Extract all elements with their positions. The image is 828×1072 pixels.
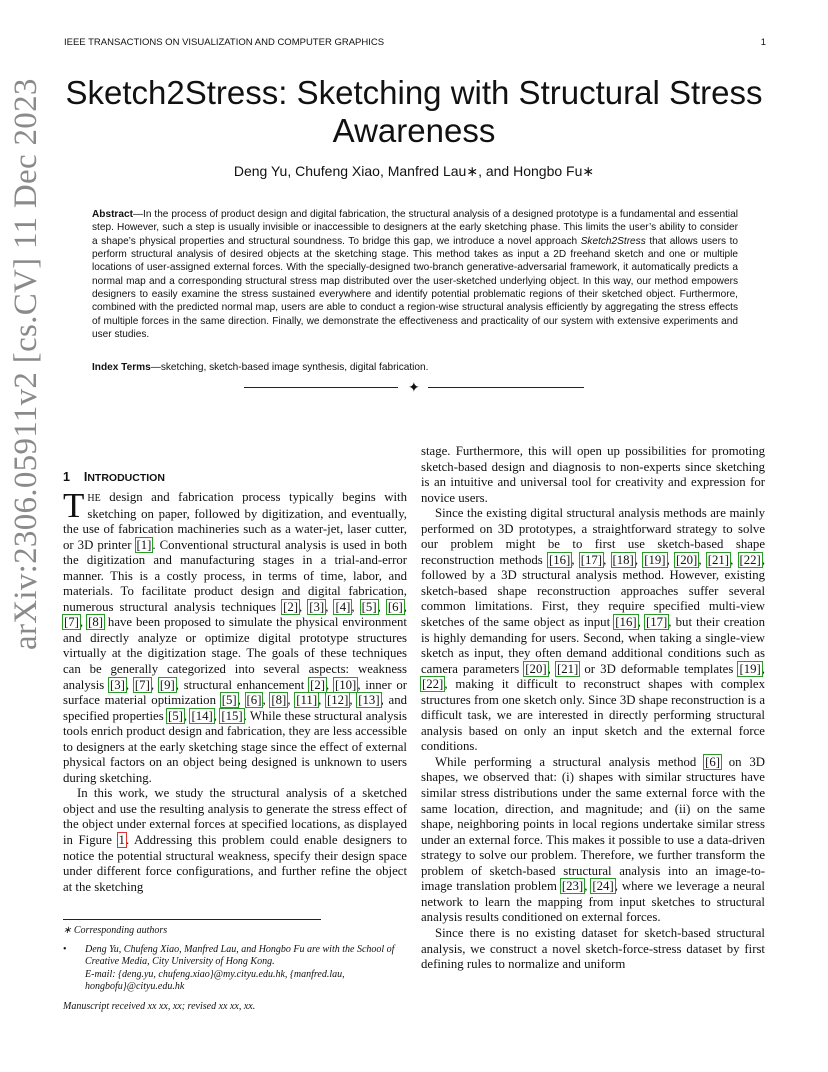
index-terms	[92, 362, 738, 373]
citation-link[interactable]: [3]	[110, 677, 125, 692]
separator-diamond-icon: ✦	[408, 379, 420, 395]
text-run: . Addressing this problem could enable designers to notice the potential structural weakness, specify their design space under different force configurations, and further refine the object at the sketching	[63, 833, 407, 894]
section-number: 1	[63, 470, 70, 484]
text-run: , and specified properties	[63, 693, 407, 723]
author-list: Deng Yu, Chufeng Xiao, Manfred Lau∗, and Hongbo Fu∗	[233, 163, 595, 179]
abstract-text-cont: that allows users to perform structural analysis of desired objects at the sketching stage. This method takes as input a 2D freehand sketch and one or multiple locations of user-assigned external forces. With the specially-designed two-branch generative-adversarial framework, it automatically predicts a normal map and a corresponding structural stress map distributed over the user-sketched underlying object. In this way, our method empowers designers to easily examine the stress sustained everywhere and identify potential problematic regions of their sketched object. Furthermore, combined with the predicted normal map, users are able to conduct a region-wise structural analysis efficiently by aggregating the stress effects of multiple forces in the same direction. Finally, we demonstrate the effectiveness and practicality of our system with extensive experiments and user studies.	[92, 235, 738, 341]
email-text: E-mail: {deng.yu, chufeng.xiao}@my.cityu.edu.hk, {manfred.lau, hongbofu}@cityu.edu.hk	[85, 968, 345, 992]
citation-link[interactable]: [16]	[615, 615, 637, 630]
citation-link[interactable]: [24]	[592, 879, 614, 894]
text-run: , structural enhancement	[175, 677, 310, 692]
citation-link[interactable]: [7]	[64, 615, 79, 630]
citation-link[interactable]: [20]	[525, 661, 547, 676]
citation-link[interactable]: [13]	[358, 693, 380, 708]
citation-link[interactable]: [22]	[422, 677, 444, 692]
citation-link[interactable]: [2]	[283, 599, 298, 614]
text-run: . While these structural analysis tools enrich product design and fabrication, they are less accessible to designers at the early sketching stage since the effect of external physical factors on an object being designed is unknown to users during sketching.	[63, 708, 407, 785]
method-name: Sketch2Stress	[580, 235, 646, 247]
text-run: , followed by a 3D structural analysis method. However, existing sketch-based shape reconstruction approaches suffer several common limitations. First, they require specified multi-view sketches of the same object as input	[421, 552, 766, 630]
right-column	[421, 444, 765, 973]
running-header	[64, 37, 764, 48]
section-title-initial: I	[83, 470, 88, 484]
text-run: Since the existing digital structural analysis methods are mainly performed on 3D prototypes, a straightforward strategy to solve our problem might be to first use sketch-based shape reconstruction methods	[421, 506, 765, 567]
abstract	[92, 208, 738, 341]
right-paragraph-1: stage. Furthermore, this will open up possibilities for promoting sketch-based design and diagnosis to non-experts since sketching is an intuitive and universal tool for creativity and expression for novice users.	[421, 444, 765, 505]
text-run: or 3D deformable templates	[579, 661, 739, 676]
drop-cap: T	[63, 486, 85, 525]
text-run: on 3D shapes, we observed that: (i) shapes with similar structures have similar stress distributions under the same external force with the same location, direction, and magnitude; and (ii) on the same shape, neighboring points in local regions undertake similar stress under an external force. This makes it possible to use a data-driven strategy to solve our problem. Therefore, we further transform the problem of sketch-based structural analysis into an image-to-image translation problem	[421, 754, 765, 894]
citation-link[interactable]: [17]	[645, 615, 668, 630]
citation-link[interactable]: [14]	[191, 708, 213, 723]
section-separator	[244, 380, 584, 394]
page-number: 1	[760, 37, 766, 48]
citation-link[interactable]: [10]	[334, 677, 357, 692]
section-heading-introduction	[63, 470, 165, 484]
citation-link[interactable]: [4]	[335, 599, 351, 614]
citation-link[interactable]: [9]	[159, 677, 175, 692]
intro-paragraph-1: THE design and fabrication process typically begins with sketching on paper, followed by digitization, and eventually, the use of fabrication machineries such as a water-jet, laser cutter, or 3D printer [1]. Conventional structural analysis is used in both the digitization and manufacturing stages in a trial-and-error manner. This is a costly process, in terms of time, labor, and materials. To facilitate product design and digital fabrication, numerous structural analysis techniques [2], [3], [4], [5], [6], [7], [8] have been proposed to simulate the physical environment and directly analyze or optimize digital prototype structures virtually at the digitization stage. The goals of these techniques can be generally categorized into several aspects: weakness analysis [3], [7], [9], structural enhancement [2], [10], inner or surface material optimization [5], [6], [8], [11], [12], [13], and specified properties [5], [14], [15]. While these structural analysis tools enrich product design and fabrication, they are less accessible to designers at the early sketching stage since the effect of external physical factors on an object being designed is unknown to users during sketching.	[63, 486, 408, 785]
separator-line-right	[428, 387, 584, 388]
citation-link[interactable]: [5]	[361, 599, 377, 614]
citation-link[interactable]: [6]	[705, 754, 721, 769]
citation-link[interactable]: [7]	[134, 677, 150, 692]
text-run: have been proposed to simulate the physical environment and directly analyze or optimize digital prototype structures virtually at the digitization stage. The goals of these techniques can be generally categorized into several aspects: weakness analysis	[63, 615, 407, 692]
citation-link[interactable]: [17]	[580, 552, 603, 567]
smallcaps-word: HE	[87, 493, 101, 504]
citation-link[interactable]: [8]	[271, 693, 287, 708]
bullet-icon: •	[63, 944, 67, 956]
journal-name: IEEE TRANSACTIONS ON VISUALIZATION AND COMPUTER GRAPHICS	[64, 37, 385, 48]
citation-link[interactable]: [2]	[310, 677, 325, 692]
left-column	[63, 486, 408, 895]
text-run: , inner or surface material optimization	[63, 677, 408, 708]
affiliation-text: Deng Yu, Chufeng Xiao, Manfred Lau, and Hongbo Fu are with the School of Creative Media, City University of Hong Kong.	[85, 944, 395, 968]
footnotes	[63, 925, 407, 1013]
text-run: , where we leverage a neural network to learn the mapping from input sketches to structural analysis results conditioned on external forces.	[421, 879, 765, 925]
text-run: . Conventional structural analysis is used in both the digitization and manufacturing stages in a trial-and-error manner. This is a costly process, in terms of time, labor, and materials. To facilitate product design and digital fabrication, numerous structural analysis techniques	[63, 537, 408, 614]
citation-link[interactable]: [1]	[136, 537, 152, 552]
figure-reference-link[interactable]: 1	[118, 833, 125, 848]
citation-link[interactable]: [11]	[296, 693, 318, 708]
text-run: In this work, we study the structural analysis of a sketched object and use the resulting analysis to generate the stress effect of the object under external forces at specified locations, as displayed in Figure	[63, 786, 407, 848]
citation-link[interactable]: [23]	[561, 879, 584, 894]
citation-link[interactable]: [6]	[246, 693, 262, 708]
citation-link[interactable]: [8]	[88, 615, 103, 630]
citation-link[interactable]: [19]	[644, 552, 666, 567]
right-paragraph-2: Since the existing digital structural analysis methods are mainly performed on 3D prototypes, a straightforward strategy to solve our problem might be to first use sketch-based shape reconstruction methods [16], [17], [18], [19], [20], [21], [22], followed by a 3D structural analysis method. However, existing sketch-based shape reconstruction approaches suffer several common limitations. First, they require specified multi-view sketches of the same object as input [16], [17], but their creation is highly demanding for users. Second, when taking a single-view sketch as input, they often demand additional conditions such as camera parameters [20], [21] or 3D deformable templates [19], [22], making it difficult to reconstruct shapes with complex structures from one sketch only. Since 3D shape reconstruction is a difficult task, we are interested in directly performing structural analysis based on only an input sketch and the external force conditions.	[421, 506, 766, 754]
citation-link[interactable]: [5]	[168, 708, 183, 723]
citation-link[interactable]: [5]	[221, 693, 237, 708]
citation-link[interactable]: [16]	[549, 552, 571, 567]
footnote-rule	[63, 919, 321, 920]
section-title-rest: NTRODUCTION	[87, 472, 165, 484]
text-run: While performing a structural analysis method	[435, 754, 705, 769]
text-run: , making it difficult to reconstruct shapes with complex structures from one sketch only. Since 3D shape reconstruction is a difficult task, we are interested in directly performing structural analysis based on only an input sketch and the external force conditions.	[421, 677, 765, 754]
text-run: design and fabrication process typically begins with sketching on paper, followed by digitization, and eventually, the use of fabrication machineries such as a water-jet, laser cutter, or 3D printer	[63, 490, 407, 552]
citation-link[interactable]: [22]	[739, 552, 761, 567]
manuscript-dates: Manuscript received xx xx, xx; revised xx xx, xx.	[63, 1001, 256, 1013]
citation-link[interactable]: [3]	[309, 599, 325, 614]
separator-line-left	[244, 387, 398, 388]
citation-link[interactable]: [20]	[676, 552, 698, 567]
abstract-text: —In the process of product design and digital fabrication, the structural analysis of a designed prototype is a fundamental and essential step. However, such a step is usually invisible or inaccessible to designers at the early sketching phase. This limits the user’s ability to consider a shape’s physical properties and structural soundness. To bridge this gap, we introduce a novel approach	[92, 209, 738, 247]
index-terms-label: Index Terms	[92, 362, 151, 373]
paper-title: Sketch2Stress: Sketching with Structural Stress Awareness	[65, 74, 763, 149]
corresponding-authors-note: ∗ Corresponding authors	[63, 925, 168, 936]
text-run: , but their creation is highly demanding for users. Second, when taking a single-view sketch as input, they often demand additional conditions such as camera parameters	[421, 615, 765, 676]
right-paragraph-4: Since there is no existing dataset for sketch-based structural analysis, we construct a novel sketch-force-stress dataset by first defining rules to normalize and uniform	[421, 925, 765, 972]
arxiv-identifier[interactable]: arXiv:2306.05911v2 [cs.CV] 11 Dec 2023	[8, 78, 44, 650]
index-terms-text: —sketching, sketch-based image synthesis, digital fabrication.	[150, 362, 429, 373]
right-paragraph-3: While performing a structural analysis method [6] on 3D shapes, we observed that: (i) shapes with similar structures have similar stress distributions under the same external force with the same location, direction, and magnitude; and (ii) on the same shape, neighboring points in local regions undertake similar stress under an external force. This makes it possible to use a data-driven strategy to solve our problem. Therefore, we further transform the problem of sketch-based structural analysis into an image-to-image translation problem [23], [24], where we leverage a neural network to learn the mapping from input sketches to structural analysis results conditioned on external forces.	[421, 754, 765, 925]
citation-link[interactable]: [15]	[221, 708, 243, 723]
citation-link[interactable]: [21]	[707, 552, 730, 567]
citation-link[interactable]: [6]	[387, 599, 403, 614]
citation-link[interactable]: [12]	[327, 693, 349, 708]
citation-link[interactable]: [21]	[556, 661, 579, 676]
intro-paragraph-2	[63, 786, 407, 895]
affiliation-note	[63, 944, 407, 993]
abstract-label: Abstract	[92, 209, 133, 220]
citation-link[interactable]: [19]	[739, 661, 761, 676]
citation-link[interactable]: [18]	[612, 552, 634, 567]
